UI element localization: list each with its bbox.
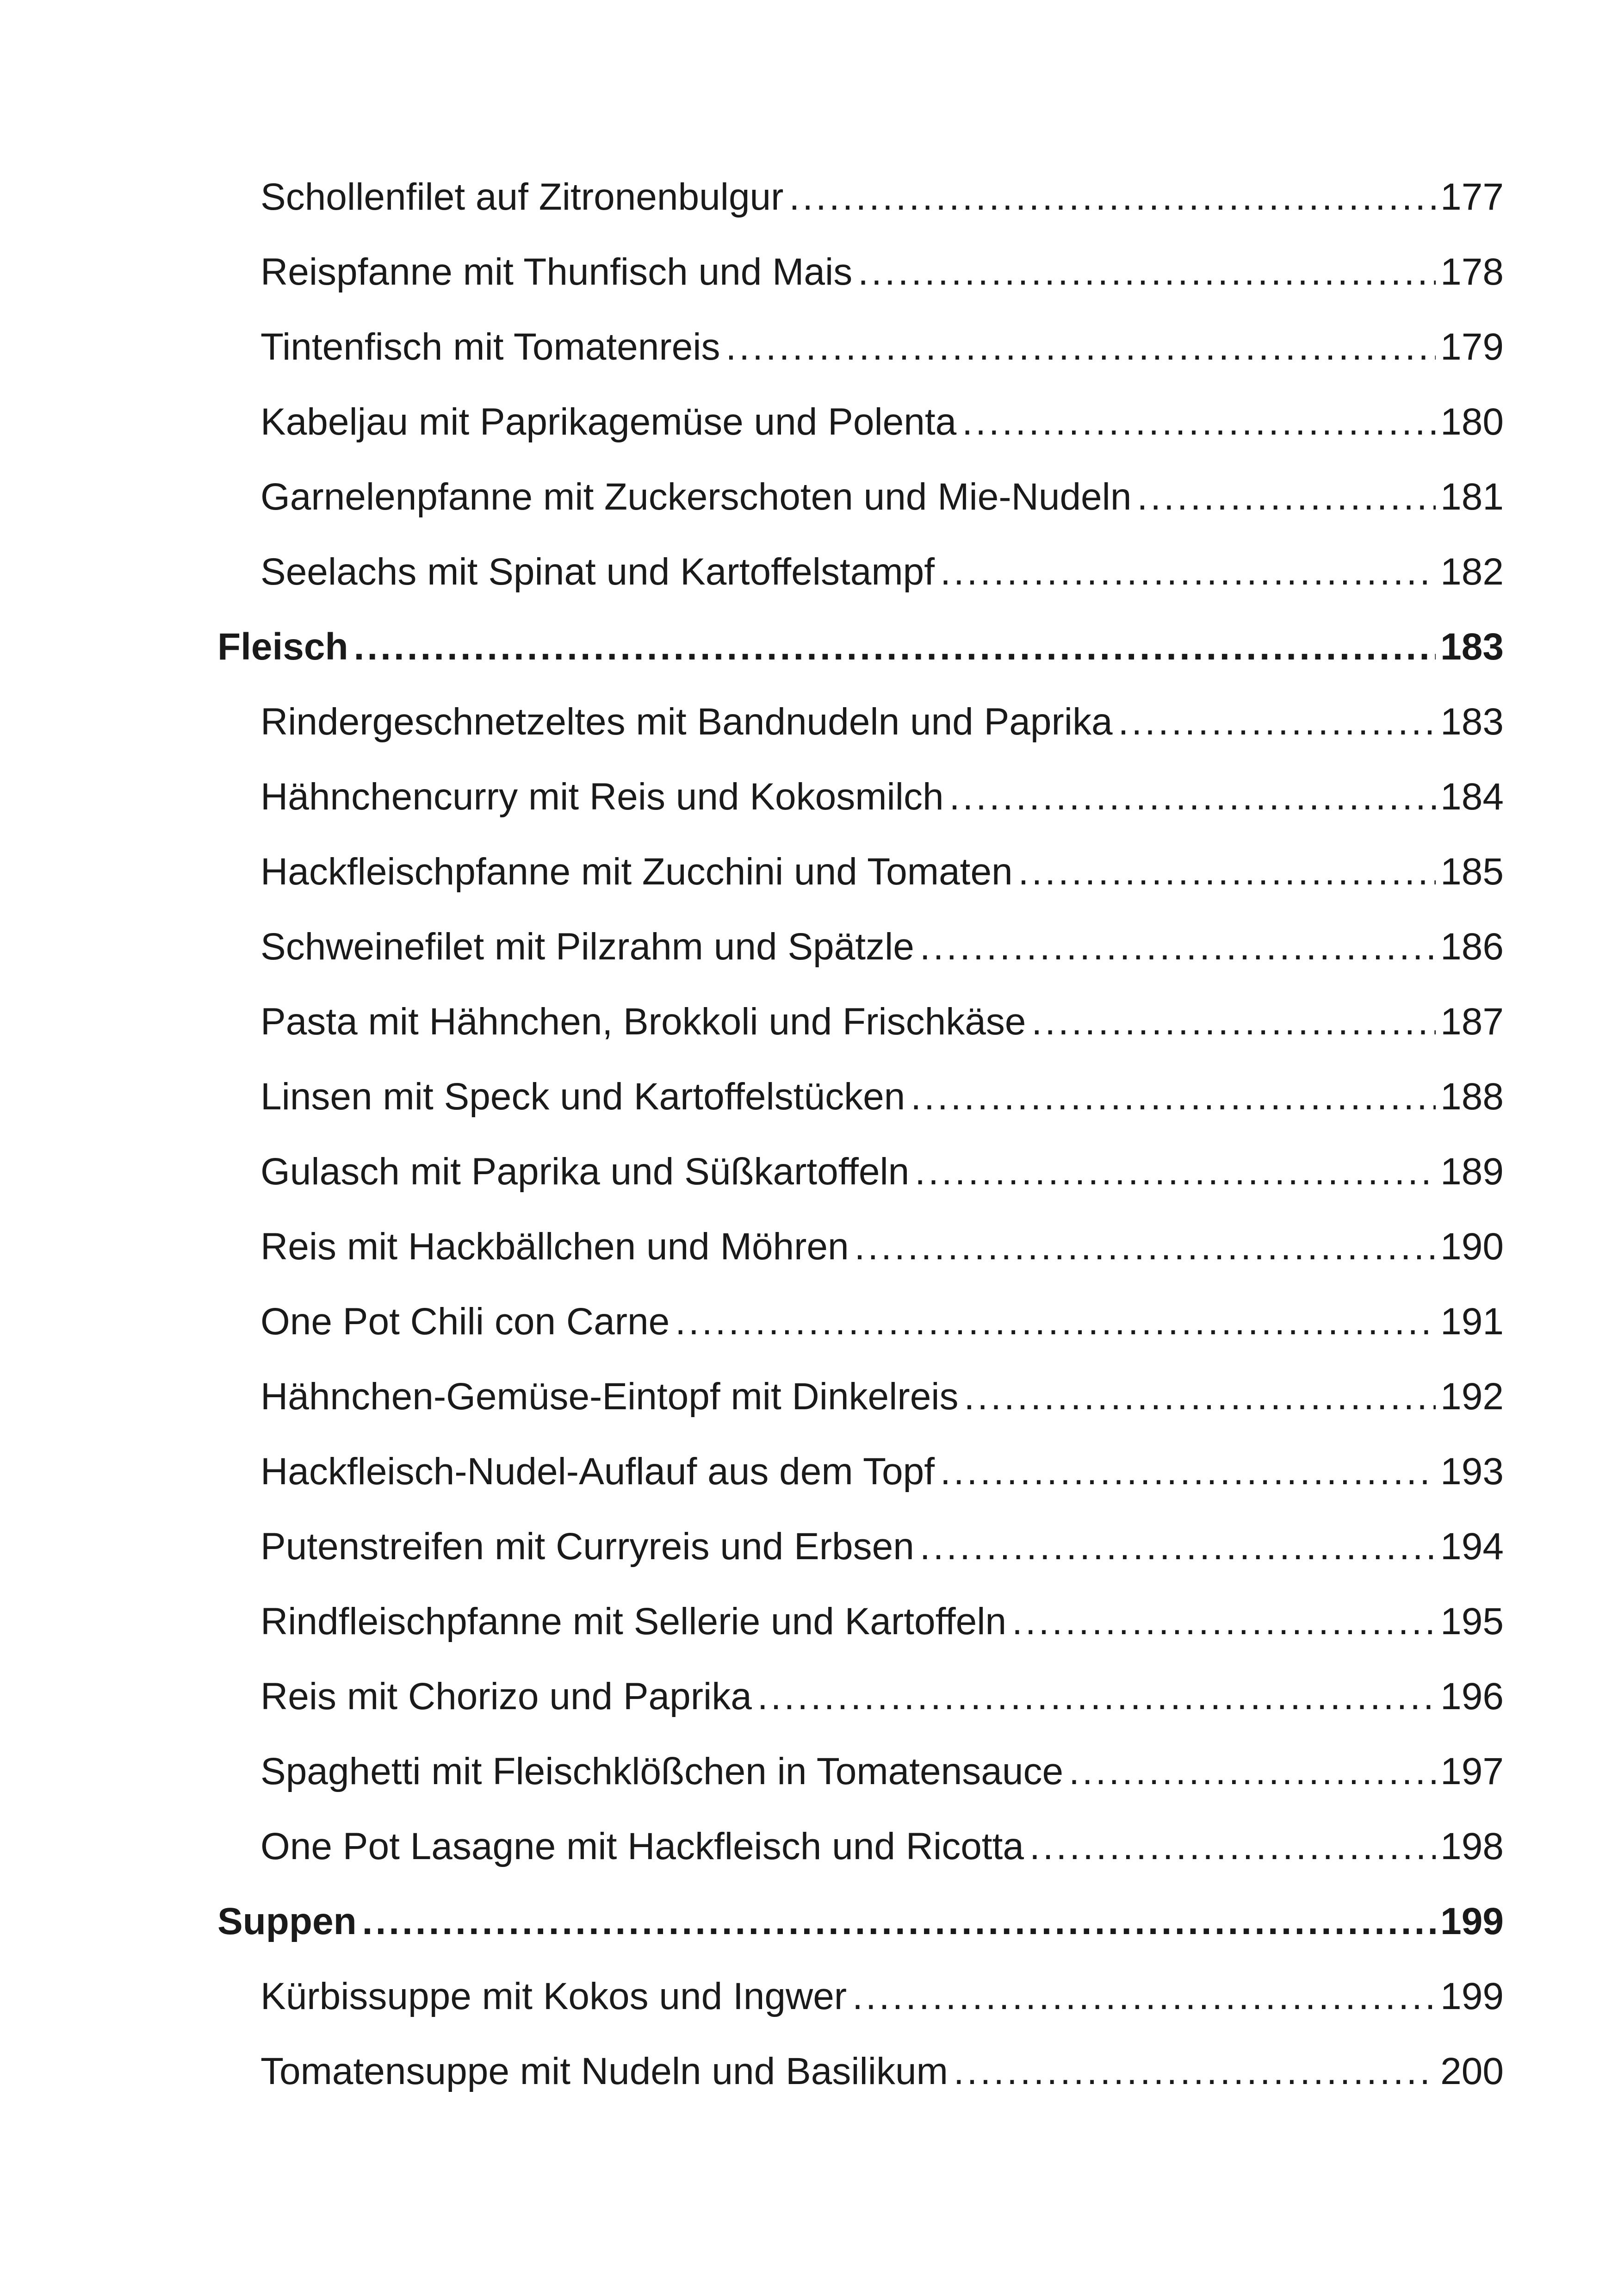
toc-entry xyxy=(217,1959,1504,2034)
dot-leader xyxy=(852,1959,1436,2034)
toc-entry xyxy=(217,1059,1504,1134)
entry-title: Rindfleischpfanne mit Sellerie und Kartoffeln xyxy=(260,1600,1007,1643)
dot-leader xyxy=(920,909,1436,984)
page-number: 178 xyxy=(1440,251,1504,293)
toc-entry xyxy=(217,684,1504,759)
toc-entry xyxy=(217,2034,1504,2109)
page-number: 195 xyxy=(1440,1600,1504,1643)
toc-entry xyxy=(217,235,1504,310)
page-number: 197 xyxy=(1440,1750,1504,1792)
toc-entry xyxy=(217,909,1504,984)
entry-title: Schweinefilet mit Pilzrahm und Spätzle xyxy=(260,926,914,968)
page-number: 185 xyxy=(1440,851,1504,893)
toc-entry xyxy=(217,160,1504,235)
dot-leader xyxy=(362,1884,1436,1959)
toc-entry xyxy=(217,1734,1504,1809)
toc-entry xyxy=(217,1209,1504,1284)
page-number: 183 xyxy=(1440,626,1504,668)
toc-entry xyxy=(217,1584,1504,1659)
toc-entry xyxy=(217,1284,1504,1359)
page-number: 179 xyxy=(1440,326,1504,368)
toc-entry xyxy=(217,1359,1504,1434)
entry-title: Tomatensuppe mit Nudeln und Basilikum xyxy=(260,2050,948,2092)
page-number: 200 xyxy=(1440,2050,1504,2092)
dot-leader xyxy=(726,310,1436,385)
section-title: Fleisch xyxy=(217,626,348,668)
dot-leader xyxy=(949,759,1436,834)
entry-title: Tintenfisch mit Tomatenreis xyxy=(260,326,720,368)
page-number: 194 xyxy=(1440,1525,1504,1568)
entry-title: Reis mit Hackbällchen und Möhren xyxy=(260,1226,849,1268)
page-number: 184 xyxy=(1440,776,1504,818)
page-number: 199 xyxy=(1440,1900,1504,1942)
toc-entry xyxy=(217,1509,1504,1584)
page-number: 181 xyxy=(1440,476,1504,518)
entry-title: Kürbissuppe mit Kokos und Ingwer xyxy=(260,1975,847,2017)
toc-entry xyxy=(217,759,1504,834)
dot-leader xyxy=(920,1509,1436,1584)
entry-title: Schollenfilet auf Zitronenbulgur xyxy=(260,176,784,218)
toc-entry xyxy=(217,460,1504,535)
dot-leader xyxy=(962,385,1436,460)
entry-title: Gulasch mit Paprika und Süßkartoffeln xyxy=(260,1151,910,1193)
page-number: 191 xyxy=(1440,1300,1504,1343)
page-number: 180 xyxy=(1440,401,1504,443)
entry-title: Hackfleischpfanne mit Zucchini und Tomaten xyxy=(260,851,1013,893)
dot-leader xyxy=(855,1209,1436,1284)
table-of-contents xyxy=(217,160,1504,2109)
page-number: 188 xyxy=(1440,1076,1504,1118)
page-number: 199 xyxy=(1440,1975,1504,2017)
entry-title: One Pot Chili con Carne xyxy=(260,1300,670,1343)
entry-title: Hähnchen-Gemüse-Eintopf mit Dinkelreis xyxy=(260,1375,959,1418)
toc-entry xyxy=(217,984,1504,1059)
page-number: 187 xyxy=(1440,1001,1504,1043)
entry-title: Rindergeschnetzeltes mit Bandnudeln und Paprika xyxy=(260,701,1113,743)
page-number: 189 xyxy=(1440,1151,1504,1193)
dot-leader xyxy=(911,1059,1436,1134)
entry-title: Putenstreifen mit Curryreis und Erbsen xyxy=(260,1525,914,1568)
dot-leader xyxy=(789,160,1436,235)
dot-leader xyxy=(1137,460,1436,535)
toc-entry xyxy=(217,385,1504,460)
page-number: 193 xyxy=(1440,1450,1504,1493)
page-number: 177 xyxy=(1440,176,1504,218)
page-number: 183 xyxy=(1440,701,1504,743)
dot-leader xyxy=(1031,984,1436,1059)
page-number: 192 xyxy=(1440,1375,1504,1418)
entry-title: Reispfanne mit Thunfisch und Mais xyxy=(260,251,853,293)
toc-entry xyxy=(217,1134,1504,1209)
toc-entry xyxy=(217,1434,1504,1509)
entry-title: Linsen mit Speck und Kartoffelstücken xyxy=(260,1076,905,1118)
dot-leader xyxy=(940,535,1436,610)
dot-leader xyxy=(915,1134,1436,1209)
toc-section-heading xyxy=(217,1884,1504,1959)
dot-leader xyxy=(757,1659,1436,1734)
dot-leader xyxy=(675,1284,1436,1359)
entry-title: Hackfleisch-Nudel-Auflauf aus dem Topf xyxy=(260,1450,935,1493)
toc-entry xyxy=(217,1659,1504,1734)
dot-leader xyxy=(354,610,1436,684)
entry-title: Kabeljau mit Paprikagemüse und Polenta xyxy=(260,401,957,443)
dot-leader xyxy=(1069,1734,1436,1809)
entry-title: Pasta mit Hähnchen, Brokkoli und Frischkäse xyxy=(260,1001,1026,1043)
entry-title: Reis mit Chorizo und Paprika xyxy=(260,1675,752,1717)
page-number: 190 xyxy=(1440,1226,1504,1268)
page-number: 186 xyxy=(1440,926,1504,968)
entry-title: Seelachs mit Spinat und Kartoffelstampf xyxy=(260,551,935,593)
entry-title: Hähnchencurry mit Reis und Kokosmilch xyxy=(260,776,944,818)
page-number: 182 xyxy=(1440,551,1504,593)
entry-title: Spaghetti mit Fleischklößchen in Tomatensauce xyxy=(260,1750,1064,1792)
dot-leader xyxy=(858,235,1436,310)
toc-section-heading xyxy=(217,610,1504,684)
toc-entry xyxy=(217,1809,1504,1884)
entry-title: One Pot Lasagne mit Hackfleisch und Ricotta xyxy=(260,1825,1024,1867)
dot-leader xyxy=(1118,684,1436,759)
dot-leader xyxy=(1012,1584,1436,1659)
page-number: 196 xyxy=(1440,1675,1504,1717)
dot-leader xyxy=(1018,834,1436,909)
dot-leader xyxy=(954,2034,1436,2109)
dot-leader xyxy=(940,1434,1436,1509)
toc-entry xyxy=(217,310,1504,385)
section-title: Suppen xyxy=(217,1900,357,1942)
page-number: 198 xyxy=(1440,1825,1504,1867)
entry-title: Garnelenpfanne mit Zuckerschoten und Mie-Nudeln xyxy=(260,476,1132,518)
toc-entry xyxy=(217,834,1504,909)
dot-leader xyxy=(964,1359,1436,1434)
toc-entry xyxy=(217,535,1504,610)
dot-leader xyxy=(1029,1809,1436,1884)
